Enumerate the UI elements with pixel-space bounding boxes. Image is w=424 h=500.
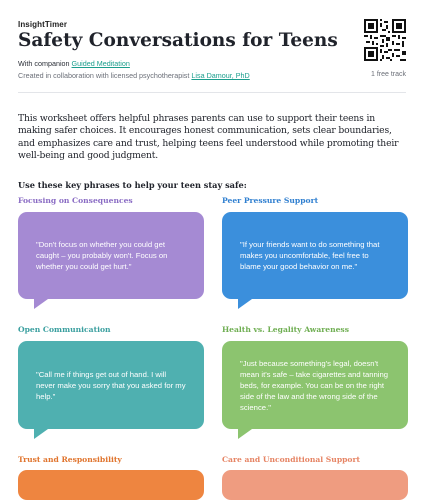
lead-heading: Use these key phrases to help your teen stay safe: [18,180,247,190]
bubble-quote: "Call me if things get out of hand. I will never make you sorry that you asked for my help." [36,369,186,401]
intro-paragraph: This worksheet offers helpful phrases parents can use to support their teens in making safer choices. It encourages honest communication, sets clear boundaries, and emphasizes care and trust, helping teens feel understood while promoting their well-being and good judgment. [18,113,399,162]
bubble-tail [238,429,252,439]
bubble-quote: "Just because something's legal, doesn't mean it's safe – take cigarettes and tanning beds, for example. You can be on the right side of the law and the wrong side of the science." [240,358,389,412]
speech-bubble-communication [18,341,204,429]
section-title-peer-pressure: Peer Pressure Support [222,196,319,205]
bubble-quote: "Don't focus on whether you could get caught – you probably won't. Focus on whether you could get hurt." [36,240,168,271]
bubble-tail [34,299,48,309]
header-divider [18,92,406,93]
section-title-trust: Trust and Responsibility [18,455,122,464]
page-title: Safety Conversations for Teens [18,30,338,51]
companion-link[interactable]: Guided Meditation [71,59,130,68]
section-title-care: Care and Unconditional Support [222,455,361,464]
speech-bubble-legality [222,341,408,429]
bubble-tail [238,299,252,309]
created-prefix: Created in collaboration with licensed psychotherapist [18,71,190,80]
speech-bubble-care [222,470,408,500]
companion-line [18,59,130,68]
created-line [18,71,250,80]
free-track-label: 1 free track [370,71,406,78]
speech-bubble-peer-pressure [222,212,408,299]
qr-code-icon[interactable] [364,19,406,61]
bubble-quote: "If your friends want to do something that makes you uncomfortable, feel free to blame your good behavior on me." [240,240,380,271]
section-title-legality: Health vs. Legality Awareness [222,325,349,334]
author-link[interactable]: Lisa Damour, PhD [191,71,250,80]
brand-logo: InsightTimer [18,20,68,29]
speech-bubble-consequences [18,212,204,299]
section-title-communication: Open Communication [18,325,111,334]
companion-prefix: With companion [18,59,70,68]
speech-bubble-trust [18,470,204,500]
section-title-consequences: Focusing on Consequences [18,196,133,205]
bubble-tail [34,429,48,439]
